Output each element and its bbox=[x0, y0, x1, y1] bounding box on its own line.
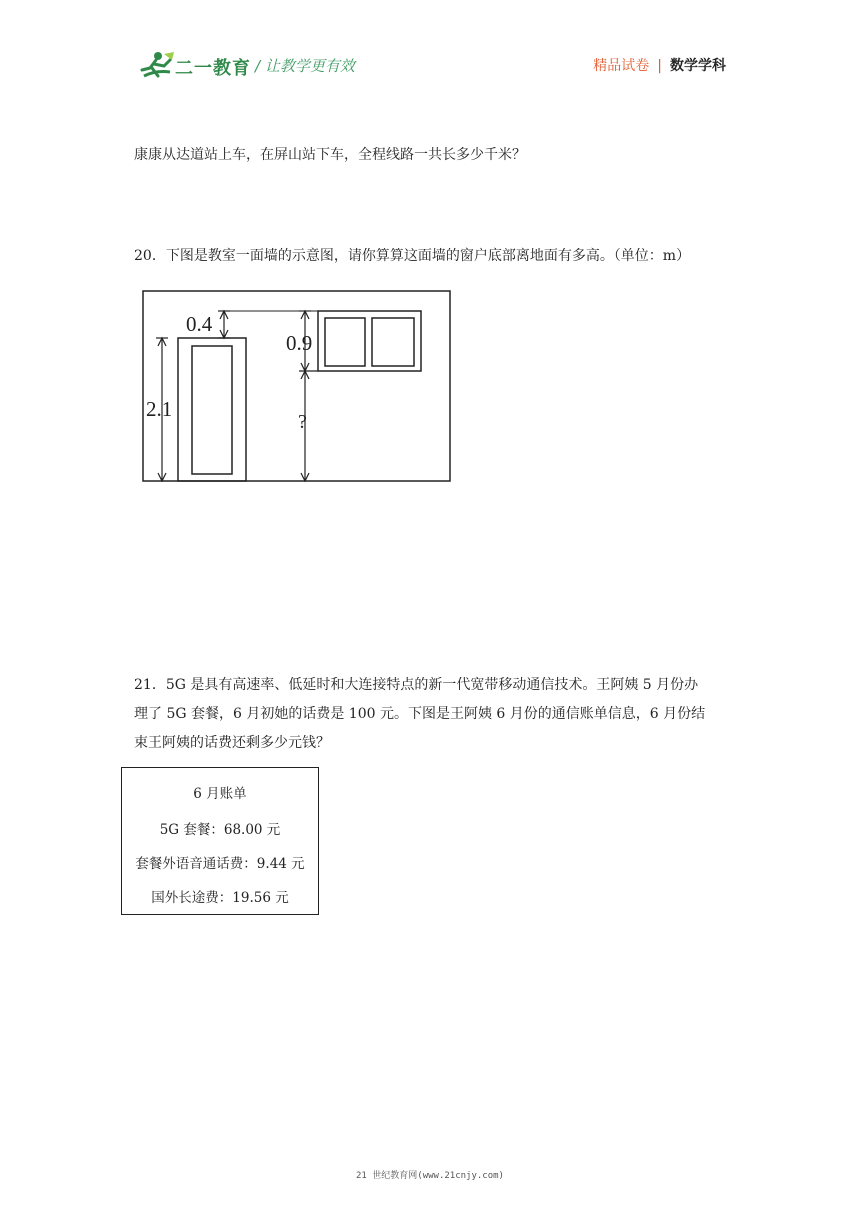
wall-diagram bbox=[140, 288, 460, 488]
header-separator: | bbox=[657, 58, 662, 74]
window-frame bbox=[318, 311, 421, 371]
question-20 bbox=[134, 242, 734, 271]
label-window-height: 0.9 bbox=[286, 331, 313, 355]
q21-line-1: 21．5G 是具有高速率、低延时和大连接特点的新一代宽带移动通信技术。王阿姨 5 月份办 bbox=[134, 677, 699, 693]
bill-item: 国外长途费：19.56 元 bbox=[151, 890, 289, 906]
bill-box bbox=[121, 767, 319, 915]
window-pane-left bbox=[325, 318, 365, 366]
bill-item: 5G 套餐：68.00 元 bbox=[159, 822, 281, 838]
q21-line-3: 束王阿姨的话费还剩多少元钱？ bbox=[134, 735, 330, 751]
subject-label: 数学学科 bbox=[670, 58, 726, 74]
logo-text: 二一教育 bbox=[175, 58, 251, 79]
bill-item: 套餐外语音通话费：9.44 元 bbox=[135, 856, 305, 872]
q19-line: 康康从达道站上车，在屏山站下车，全程线路一共长多少千米？ bbox=[134, 147, 526, 163]
label-unknown: ? bbox=[298, 411, 307, 433]
door-panel bbox=[192, 346, 232, 474]
q20-text: 20．下图是教室一面墙的示意图，请你算算这面墙的窗户底部离地面有多高。（单位：m） bbox=[134, 248, 691, 264]
brand-label: 精品试卷 bbox=[593, 58, 650, 74]
page-footer: 21 世纪教育网(www.21cnjy.com) bbox=[356, 1171, 504, 1181]
page-header bbox=[0, 0, 860, 100]
door-frame bbox=[178, 338, 246, 481]
bill-title: 6 月账单 bbox=[193, 786, 247, 802]
question-21 bbox=[134, 671, 734, 758]
window-pane-right bbox=[372, 318, 414, 366]
label-door-height: 2.1 bbox=[146, 397, 173, 421]
slogan: / 让教学更有效 bbox=[255, 57, 355, 75]
label-top-gap: 0.4 bbox=[186, 312, 213, 336]
header-right bbox=[593, 55, 726, 75]
question-19-continuation bbox=[134, 141, 734, 170]
q21-line-2: 理了 5G 套餐，6 月初她的话费是 100 元。下图是王阿姨 6 月份的通信账单信息，6 月份结 bbox=[134, 706, 706, 722]
